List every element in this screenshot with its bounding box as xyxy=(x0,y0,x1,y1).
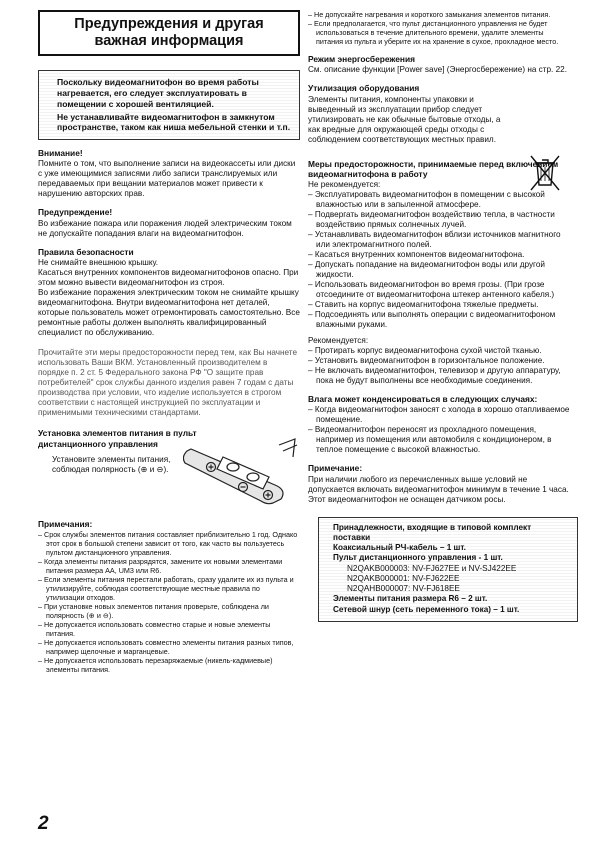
list-item: – Если предполагается, что пульт дистанционного управления не будет использоваться в течение длительного времени, удалите элементы питания из пульта и уберите их на хранение в сухое, прохладное место. xyxy=(308,19,570,46)
list-item: – Не включать видеомагнитофон, телевизор и другую аппаратуру, пока не будут выполнены все необходимые соединения. xyxy=(308,366,570,386)
list-item: – Не допускается использовать перезаряжаемые (никель-кадмиевые) элементы питания. xyxy=(38,656,300,674)
condensation-note-text-1: При наличии любого из перечисленных выше условий не допускается включать видеомагнитофон минимум в течение 1 часа. xyxy=(308,474,569,494)
list-item: – Не допускается использовать совместно элементы питания разных типов, например щелочные и марганцевые. xyxy=(38,638,300,656)
list-item: – Касаться внутренних компонентов видеомагнитофона. xyxy=(308,250,570,260)
title-box xyxy=(38,10,300,56)
caution-heading: Предупреждение! xyxy=(38,207,113,218)
not-recommended-label: Не рекомендуется: xyxy=(308,180,381,189)
list-item: – Подвергать видеомагнитофон воздействию тепла, в частности воздействию прямых солнечных лучей. xyxy=(308,210,570,230)
accessories-box xyxy=(318,517,578,622)
list-item: – Не допускайте нагревания и короткого замыкания элементов питания. xyxy=(308,10,570,19)
battery-install-block xyxy=(38,439,300,509)
list-item: – Подсоединять или выполнять операции с видеомагнитофоном влажными руками. xyxy=(308,310,570,330)
list-item: – Устанавливать видеомагнитофон вблизи источников магнитного или электромагнитного полей. xyxy=(308,230,570,250)
disposal-text: Элементы питания, компоненты упаковки и выведенный из эксплуатации прибор следует утилизировать не как обычные бытовые отходы, а как вредные для окружающей среды отходы с соблюдением соответствующих местных правил. xyxy=(308,94,501,144)
not-recommended-list xyxy=(308,190,570,330)
disposal-heading: Утилизация оборудования xyxy=(308,83,420,94)
battery-notes-list xyxy=(38,530,300,674)
accessory-power-cord: Сетевой шнур (сеть переменного тока) – 1 шт. xyxy=(333,604,520,614)
safety-text-3: Во избежание поражения электрическим током не снимайте крышку видеомагнитофона. Внутри видеомагнитофона нет деталей, которые пользователь может отремонтировать самостоятельно. Все ремонтные работы должен выполнять квалифицированный специалист по обслуживанию. xyxy=(38,287,300,337)
left-column xyxy=(38,10,300,674)
list-item: – Когда элементы питания разрядятся, замените их новыми элементами питания размера AA, UM3 или R6. xyxy=(38,557,300,575)
list-item: – При установке новых элементов питания проверьте, соблюдена ли полярность (⊕ и ⊖). xyxy=(38,602,300,620)
battery-install-heading-1: Установка элементов питания в пульт xyxy=(38,427,197,438)
recommended-list xyxy=(308,346,570,386)
energy-heading: Режим энергосбережения xyxy=(308,54,415,64)
ventilation-warning-box xyxy=(38,70,300,140)
remote-model-1: N2QAKB000003: NV-FJ627EE и NV-SJ422EE xyxy=(347,563,517,573)
list-item: – Протирать корпус видеомагнитофона сухой чистой тканью. xyxy=(308,346,570,356)
condensation-list xyxy=(308,405,570,455)
list-item: – Установить видеомагнитофон в горизонтальное положение. xyxy=(308,356,570,366)
condensation-note-heading: Примечание: xyxy=(308,463,363,474)
accessory-batteries: Элементы питания размера R6 – 2 шт. xyxy=(333,594,488,604)
battery-notes-continued xyxy=(308,10,570,46)
list-item: – Если элементы питания перестали работать, сразу удалите их из пульта и утилизируйте, соблюдая соответствующие местные правила по утилизации отходов. xyxy=(38,575,300,602)
caution-text: Во избежание пожара или поражения людей электрическим током не допускайте попадания влаги на видеомагнитофон. xyxy=(38,218,292,238)
placement-warning-text: Не устанавливайте видеомагнитофон в замкнутом пространстве, таком как ниша мебельной стенки и т.п. xyxy=(57,111,291,133)
crossed-bin-icon xyxy=(528,153,562,193)
remote-battery-illustration xyxy=(183,435,301,507)
remote-model-3: N2QAHB000007: NV-FJ618EE xyxy=(347,584,460,593)
page-title-line2: важная информация xyxy=(94,32,244,49)
precautions-heading: Меры предосторожности, принимаемые перед включением видеомагнитофона в работу xyxy=(308,158,559,179)
safety-text-1: Не снимайте внешнюю крышку. xyxy=(38,257,159,267)
condensation-note-text-2: Этот видеомагнитофон не оснащен датчиком росы. xyxy=(308,494,506,504)
page-title-line1: Предупреждения и другая xyxy=(74,16,264,32)
page-number: 2 xyxy=(38,813,49,834)
list-item: – Эксплуатировать видеомагнитофон в помещении с высокой влажностью или в запыленной атмосфере. xyxy=(308,190,570,210)
battery-install-heading-2: дистанционного управления xyxy=(38,439,158,450)
list-item: – Не допускается использовать совместно старые и новые элементы питания. xyxy=(38,620,300,638)
accessory-rf-cable: Коаксиальный РЧ-кабель – 1 шт. xyxy=(333,543,466,552)
safety-heading: Правила безопасности xyxy=(38,246,134,257)
ventilation-warning-text: Поскольку видеомагнитофон во время работы нагревается, его следует эксплуатировать в помещении с хорошей вентиляцией. xyxy=(57,77,259,109)
list-item: – Ставить на корпус видеомагнитофона тяжелые предметы. xyxy=(308,300,570,310)
list-item: – Когда видеомагнитофон заносят с холода в хорошо отапливаемое помещение. xyxy=(308,405,570,425)
battery-notes-heading: Примечания: xyxy=(38,519,93,530)
remote-model-2: N2QAKB000001: NV-FJ622EE xyxy=(347,573,460,583)
safety-text-2: Касаться внутренних компонентов видеомагнитофонов опасно. При этом можно вывести видеомагнитофон из строя. xyxy=(38,267,299,287)
accessories-heading: Принадлежности, входящие в типовой комплект поставки xyxy=(333,522,532,542)
attention-text: Помните о том, что выполнение записи на видеокассеты или диски с уже имеющимися записями либо записи транслируемых или передаваемых при вещании материалов может привести к нарушению авторских прав. xyxy=(38,159,296,199)
condensation-heading: Влага может конденсироваться в следующих случаях: xyxy=(308,394,538,404)
list-item: – Использовать видеомагнитофон во время грозы. (При грозе отсоедините от видеомагнитофона штекер антенного кабеля.) xyxy=(308,280,570,300)
right-column xyxy=(308,10,570,622)
list-item: – Срок службы элементов питания составляет приблизительно 1 год. Однако этот срок в большой степени зависит от того, как часто вы пользуетесь пультом дистанционного управления. xyxy=(38,530,300,557)
battery-install-text: Установите элементы питания, соблюдая полярность (⊕ и ⊖). xyxy=(52,455,171,475)
legal-text: Прочитайте эти меры предосторожности перед тем, как Вы начнете использовать Ваши ВКМ. Установленный производителем в порядке п. 2 ст. 5 Федерального закона РФ "О защите прав потребителей" срок службы данного изделия равен 7 годам с даты производства при условии, что изделие используется в строгом соответствии с настоящей инструкцией по эксплуатации и применимыми техническими стандартами. xyxy=(38,347,297,417)
recommended-label: Рекомендуется: xyxy=(308,336,369,345)
list-item: – Видеомагнитофон переносят из прохладного помещения, например из помещения или автомобиля с кондиционером, в теплое помещение с высокой влажностью. xyxy=(308,425,570,455)
energy-text: См. описание функции [Power save] (Энергосбережение) на стр. 22. xyxy=(308,65,567,75)
attention-heading: Внимание! xyxy=(38,148,83,159)
list-item: – Допускать попадание на видеомагнитофон воды или другой жидкости. xyxy=(308,260,570,280)
accessory-remote: Пульт дистанционного управления - 1 шт. xyxy=(333,553,503,563)
